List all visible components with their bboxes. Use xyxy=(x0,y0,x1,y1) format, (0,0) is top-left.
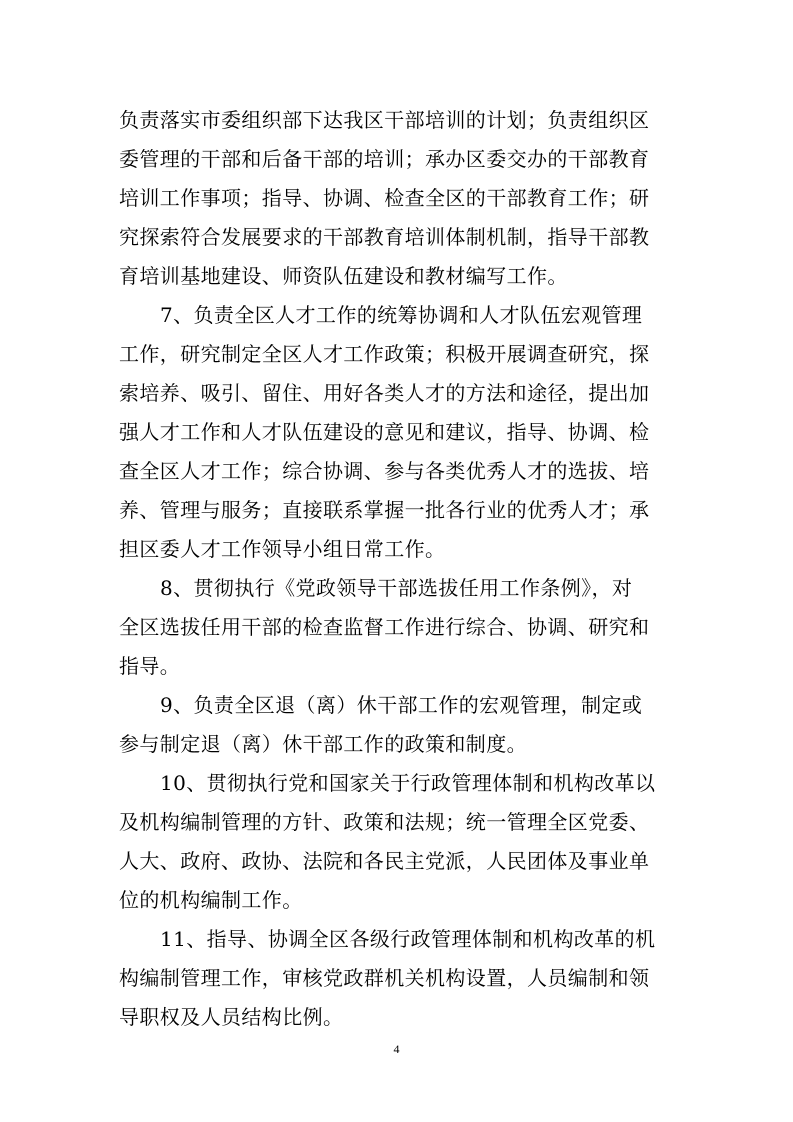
paragraph-9-start: 9、负责全区退（离）休干部工作的宏观管理，制定或 xyxy=(160,693,643,717)
text-line: 导职权及人员结构比例。 xyxy=(119,1005,344,1029)
text-line: 工作，研究制定全区人才工作政策；积极开展调查研究，探 xyxy=(119,342,650,366)
text-line: 全区选拔任用干部的检查监督工作进行综合、协调、研究和 xyxy=(119,615,650,639)
text-line: 索培养、吸引、留住、用好各类人才的方法和途径，提出加 xyxy=(119,381,650,405)
text-line: 负责落实市委组织部下达我区干部培训的计划；负责组织区 xyxy=(119,108,650,132)
text-line: 参与制定退（离）休干部工作的政策和制度。 xyxy=(119,732,527,756)
text-line: 构编制管理工作，审核党政群机关机构设置，人员编制和领 xyxy=(119,966,650,990)
paragraph-10-start: 10、贯彻执行党和国家关于行政管理体制和机构改革以 xyxy=(160,771,656,795)
text-line: 担区委人才工作领导小组日常工作。 xyxy=(119,537,446,561)
text-line: 委管理的干部和后备干部的培训；承办区委交办的干部教育 xyxy=(119,147,650,171)
paragraph-11-start: 11、指导、协调全区各级行政管理体制和机构改革的机 xyxy=(160,927,656,951)
text-line: 究探索符合发展要求的干部教育培训体制机制，指导干部教 xyxy=(119,225,650,249)
text-line: 查全区人才工作；综合协调、参与各类优秀人才的选拔、培 xyxy=(119,459,650,483)
text-line: 育培训基地建设、师资队伍建设和教材编写工作。 xyxy=(119,264,568,288)
text-line: 指导。 xyxy=(119,654,181,678)
text-line: 位的机构编制工作。 xyxy=(119,888,303,912)
text-line: 人大、政府、政协、法院和各民主党派，人民团体及事业单 xyxy=(119,849,650,873)
text-line: 培训工作事项；指导、协调、检查全区的干部教育工作；研 xyxy=(119,186,650,210)
text-line: 养、管理与服务；直接联系掌握一批各行业的优秀人才；承 xyxy=(119,498,650,522)
text-line: 强人才工作和人才队伍建设的意见和建议，指导、协调、检 xyxy=(119,420,650,444)
paragraph-8-start: 8、贯彻执行《党政领导干部选拔任用工作条例》，对 xyxy=(160,576,633,600)
text-line: 及机构编制管理的方针、政策和法规；统一管理全区党委、 xyxy=(119,810,650,834)
paragraph-7-start: 7、负责全区人才工作的统筹协调和人才队伍宏观管理 xyxy=(160,303,643,327)
page-number: 4 xyxy=(393,1042,400,1056)
